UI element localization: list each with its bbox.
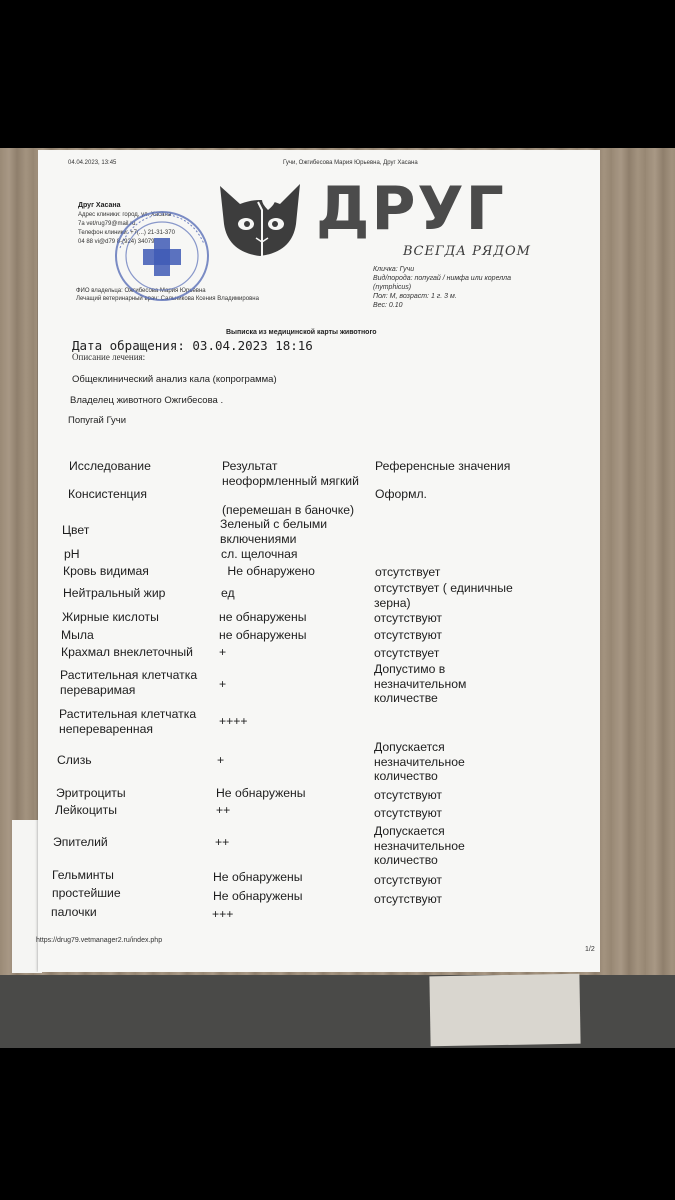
clinic-name: Друг Хасана: [78, 202, 121, 209]
table-row-16-reference: отсутствуют: [374, 892, 443, 906]
table-row-16-param: простейшие: [52, 886, 121, 900]
table-row-4-reference: отсутствует: [375, 565, 441, 579]
visit-date: Дата обращения: 03.04.2023 18:16: [72, 338, 313, 353]
table-row-1-reference: Оформл.: [375, 487, 427, 501]
print-date: 04.04.2023, 13:45: [68, 160, 117, 166]
table-row-2-param: Цвет: [62, 523, 90, 537]
print-title: Гучи, Ожгибесова Мария Юрьевна, Друг Хасана: [283, 160, 418, 166]
table-row-8-param: Крахмал внеклеточный: [61, 645, 193, 659]
table-row-7-reference: отсутствуют: [374, 628, 443, 642]
table-row-14-param: Эпителий: [53, 835, 108, 849]
table-row-15-reference: отсутствуют: [374, 873, 443, 887]
patient-sex-age: Пол: М, возраст: 1 г. 3 м.: [373, 293, 457, 300]
table-row-12-param: Эритроциты: [56, 786, 126, 800]
table-row-5-param: Нейтральный жир: [63, 586, 166, 600]
pet-line: Попугай Гучи: [68, 415, 127, 426]
table-row-6-result: не обнаружены: [219, 610, 307, 624]
document-heading: Выписка из медицинской карты животного: [226, 329, 377, 336]
table-row-12-result: Не обнаружены: [216, 786, 306, 800]
table-row-4-result: Не обнаружено: [224, 564, 315, 578]
table-row-9-param: Растительная клетчатка переваримая: [60, 668, 198, 697]
table-row-2-result: Зеленый с белыми включениями: [220, 517, 328, 546]
treatment-label: Описание лечения:: [72, 352, 146, 362]
page-number: 1/2: [585, 946, 595, 953]
footer-url: https://drug79.vetmanager2.ru/index.php: [36, 937, 163, 944]
table-row-9-reference: Допустимо в незначительном количестве: [374, 662, 467, 705]
header-parameter: Исследование: [69, 459, 151, 473]
brand-logo-title: ДРУГ: [316, 174, 506, 244]
clinic-stamp-icon: [112, 208, 212, 304]
table-row-13-result: ++: [216, 803, 231, 817]
header-reference: Референсные значения: [375, 459, 511, 473]
patient-nickname: Кличка: Гучи: [373, 266, 415, 273]
table-row-1-result: неоформленный мягкий (перемешан в баночке): [222, 474, 359, 517]
table-row-3-param: pH: [64, 547, 80, 561]
analysis-name: Общеклинический анализ кала (копрограмма): [72, 374, 277, 385]
table-row-7-result: не обнаружены: [219, 628, 307, 642]
table-row-1-param: Консистенция: [68, 487, 147, 501]
table-row-11-reference: Допускается незначительное количество: [374, 740, 465, 783]
owner-line: Владелец животного Ожгибесова .: [70, 395, 224, 406]
brand-logo-subtitle: ВСЕГДА РЯДОМ: [403, 244, 531, 259]
table-row-14-reference: Допускается незначительное количество: [374, 824, 465, 867]
table-row-12-reference: отсутствуют: [374, 788, 443, 802]
table-row-5-reference: отсутствует ( единичные зерна): [374, 581, 513, 610]
table-row-3-result: сл. щелочная: [221, 547, 298, 561]
table-row-15-result: Не обнаружены: [213, 870, 303, 884]
clinic-address: Адрес клиники: город, ул. Хасана: [78, 212, 172, 218]
table-row-5-result: ед: [221, 586, 235, 600]
table-row-10-param: Растительная клетчатка непереваренная: [59, 707, 197, 736]
table-row-8-reference: отсутствует: [374, 646, 440, 660]
owner-label: ФИО владельца: Ожгибесова Мария Юрьевна: [76, 288, 206, 294]
cat-logo-icon: [212, 180, 308, 258]
table-row-11-param: Слизь: [57, 753, 92, 767]
table-row-13-reference: отсутствуют: [374, 806, 443, 820]
table-row-14-result: ++: [215, 835, 230, 849]
table-row-11-result: +: [217, 753, 225, 767]
paper-note: [429, 974, 580, 1047]
patient-weight: Вес: 0.10: [373, 302, 403, 309]
table-row-4-param: Кровь видимая: [63, 564, 149, 578]
table-row-17-param: палочки: [51, 905, 97, 919]
clinic-phone: Телефон клиники: +7(...) 21-31-370: [78, 230, 175, 236]
table-row-10-result: ++++: [219, 714, 248, 728]
patient-species-latin: (nymphicus): [373, 284, 412, 291]
table-row-17-result: +++: [212, 907, 234, 921]
table-row-15-param: Гельминты: [52, 868, 114, 882]
doctor-label: Лечащий ветеринарный врач: Сальникова Ксения Владимировна: [76, 296, 259, 302]
clinic-address-2: 7а vet/rug79@mail.ru: [78, 221, 136, 227]
table-row-6-param: Жирные кислоты: [62, 610, 159, 624]
clinic-phone-2: 04 88 vi@d79 8-(924) 34079: [78, 239, 155, 245]
table-row-8-result: +: [219, 645, 227, 659]
table-row-6-reference: отсутствуют: [374, 611, 443, 625]
patient-species: Вид/порода: попугай / нимфа или корелла: [373, 275, 512, 282]
table-row-9-result: +: [219, 677, 227, 691]
table-row-13-param: Лейкоциты: [55, 803, 117, 817]
header-result: Результат: [222, 459, 278, 473]
table-row-7-param: Мыла: [61, 628, 94, 642]
table-row-16-result: Не обнаружены: [213, 889, 303, 903]
